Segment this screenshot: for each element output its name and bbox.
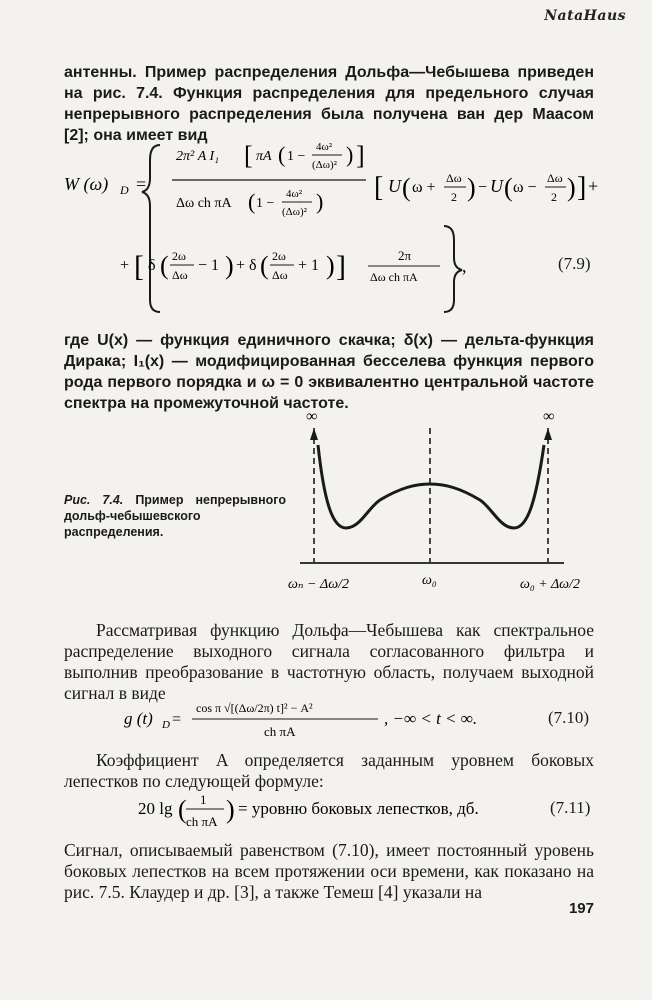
paragraph-transform: Рассматривая функцию Дольфа—Чебышева как спектральное распределение выходного сигнала согласованного фильтра и выполнив преобразование в частотную область, получаем выходной сигнал в виде <box>64 620 594 703</box>
paragraph-coefficient: Коэффициент A определяется заданным уровнем боковых лепестков по следующей формуле: <box>64 750 594 791</box>
eq79-num-inner: πA <box>256 149 272 164</box>
eq79-lhs: W (ω) <box>64 174 109 194</box>
eq79-bracket-open: [ <box>244 141 253 170</box>
eq710-lhs-sub: D <box>162 719 170 731</box>
fig-label-left: ωₙ − Δω/2 <box>288 577 349 592</box>
eq79-delta-1: δ <box>148 257 156 274</box>
eq79-den-paren-close: ) <box>316 189 324 214</box>
eq711-number: (7.11) <box>550 798 591 817</box>
eq711-paren-close: ) <box>226 795 235 824</box>
eq79-lhs-sub: D <box>120 183 129 197</box>
eq79-minus: − <box>478 179 488 196</box>
paragraph-definitions: где U(x) — функция единичного скачка; δ(x) — дельта-функция Дирака; I₁(x) — модифицированная бесселева функция первого рода первого порядка и ω = 0 эквивалентно центральной частоте спектра на промежуточной частоте. <box>64 332 594 412</box>
eq79-u1: U <box>388 176 401 196</box>
eq79-omega-minus: ω − <box>513 179 537 196</box>
eq79-plus-end: + <box>588 176 599 196</box>
eq79-plus-delta: + δ <box>236 257 257 274</box>
eq710-equals: = <box>172 711 182 728</box>
eq79-u-bracket-close: ] <box>577 172 587 203</box>
figure-caption-label: Рис. 7.4. <box>64 493 124 507</box>
eq79-delta-bracket-open: [ <box>134 250 144 283</box>
page-number: 197 <box>568 900 594 917</box>
eq79-2pi: 2π <box>398 248 412 263</box>
eq79-bracket-close: ] <box>356 141 365 170</box>
eq710-number: (7.10) <box>548 708 590 727</box>
eq710-lhs: g (t) <box>124 709 153 728</box>
eq79-num-lead: 2π² A I₁ <box>176 149 220 164</box>
eq79-u1-paren-open: ( <box>402 173 411 202</box>
eq79-paren-open: ( <box>278 142 286 167</box>
eq79-den-dw2: (Δω)² <box>282 206 307 218</box>
eq79-den-paren: 1 − <box>256 196 275 211</box>
publisher-watermark: NataHaus <box>544 8 626 24</box>
eq79-dw-1: Δω <box>446 171 462 185</box>
eq711-den: ch πA <box>186 814 218 829</box>
eq79-two-2: 2 <box>551 190 557 204</box>
eq79-2w-1: 2ω <box>172 249 186 263</box>
eq79-num-4w2: 4ω² <box>316 141 333 153</box>
eq79-den2: Δω ch πA <box>370 270 418 284</box>
eq79-num-dw2: (Δω)² <box>312 159 337 171</box>
eq711-lhs: 20 lg <box>138 799 173 818</box>
paragraph-intro: антенны. Пример распределения Дольфа—Чебышева приведен на рис. 7.4. Функция распределения для предельного случая непрерывного распределения была получена ван дер Маасом [2]; она имеет вид <box>64 64 594 144</box>
eq711-num: 1 <box>200 792 207 807</box>
paragraph-signal: Сигнал, описываемый равенством (7.10), имеет постоянный уровень боковых лепестков на всем протяжении оси времени, как показано на рис. 7.5. Клаудер и др. [3], а также Темеш [4] указали на <box>64 840 594 902</box>
eq79-u1-paren-close: ) <box>467 173 476 202</box>
eq79-den-paren-open: ( <box>248 189 256 214</box>
eq79-delta1-paren-close: ) <box>225 251 234 280</box>
eq79-2w-2: 2ω <box>272 249 286 263</box>
eq79-number: (7.9) <box>558 254 591 273</box>
eq79-minus-one: − 1 <box>198 257 220 274</box>
fig-inf-left: ∞ <box>306 408 318 425</box>
eq79-dw-2: Δω <box>547 171 563 185</box>
eq711-paren-open: ( <box>178 795 187 824</box>
eq79-u2-paren-close: ) <box>567 173 576 202</box>
eq79-plus-start: + <box>120 257 130 274</box>
fig-label-center: ω₀ <box>422 573 437 588</box>
eq79-u-bracket-open: [ <box>374 172 384 203</box>
eq710-range: , −∞ < t < ∞. <box>384 709 478 728</box>
eq79-num-paren: 1 − <box>287 149 306 164</box>
eq710-num: cos π √[(Δω/2π) t]² − A² <box>196 701 313 715</box>
eq79-two-1: 2 <box>451 190 457 204</box>
eq79-delta2-paren-open: ( <box>260 251 269 280</box>
eq79-den-4w2: 4ω² <box>286 188 303 200</box>
eq79-comma: , <box>462 256 467 276</box>
eq79-delta-bracket-close: ] <box>336 250 346 283</box>
eq79-paren-close: ) <box>346 142 354 167</box>
fig-label-right: ω₀ + Δω/2 <box>520 577 580 592</box>
eq79-omega-plus: ω + <box>412 179 436 196</box>
fig-inf-right: ∞ <box>543 408 555 425</box>
eq79-delta2-paren-close: ) <box>326 251 335 280</box>
eq79-u2-paren-open: ( <box>504 173 513 202</box>
eq710-den: ch πA <box>264 724 296 739</box>
eq79-u2: U <box>490 176 503 196</box>
eq711-rhs: = уровню боковых лепестков, дб. <box>238 799 479 818</box>
eq79-dw-4: Δω <box>272 268 288 282</box>
eq79-plus-one: + 1 <box>298 257 320 274</box>
eq79-dw-3: Δω <box>172 268 188 282</box>
eq79-delta1-paren-open: ( <box>160 251 169 280</box>
eq79-equals: = <box>136 174 147 194</box>
eq79-den-lead: Δω ch πA <box>176 196 232 211</box>
figure-caption-text: Пример непрерывного дольф-чебышевского распределения. <box>64 493 286 539</box>
